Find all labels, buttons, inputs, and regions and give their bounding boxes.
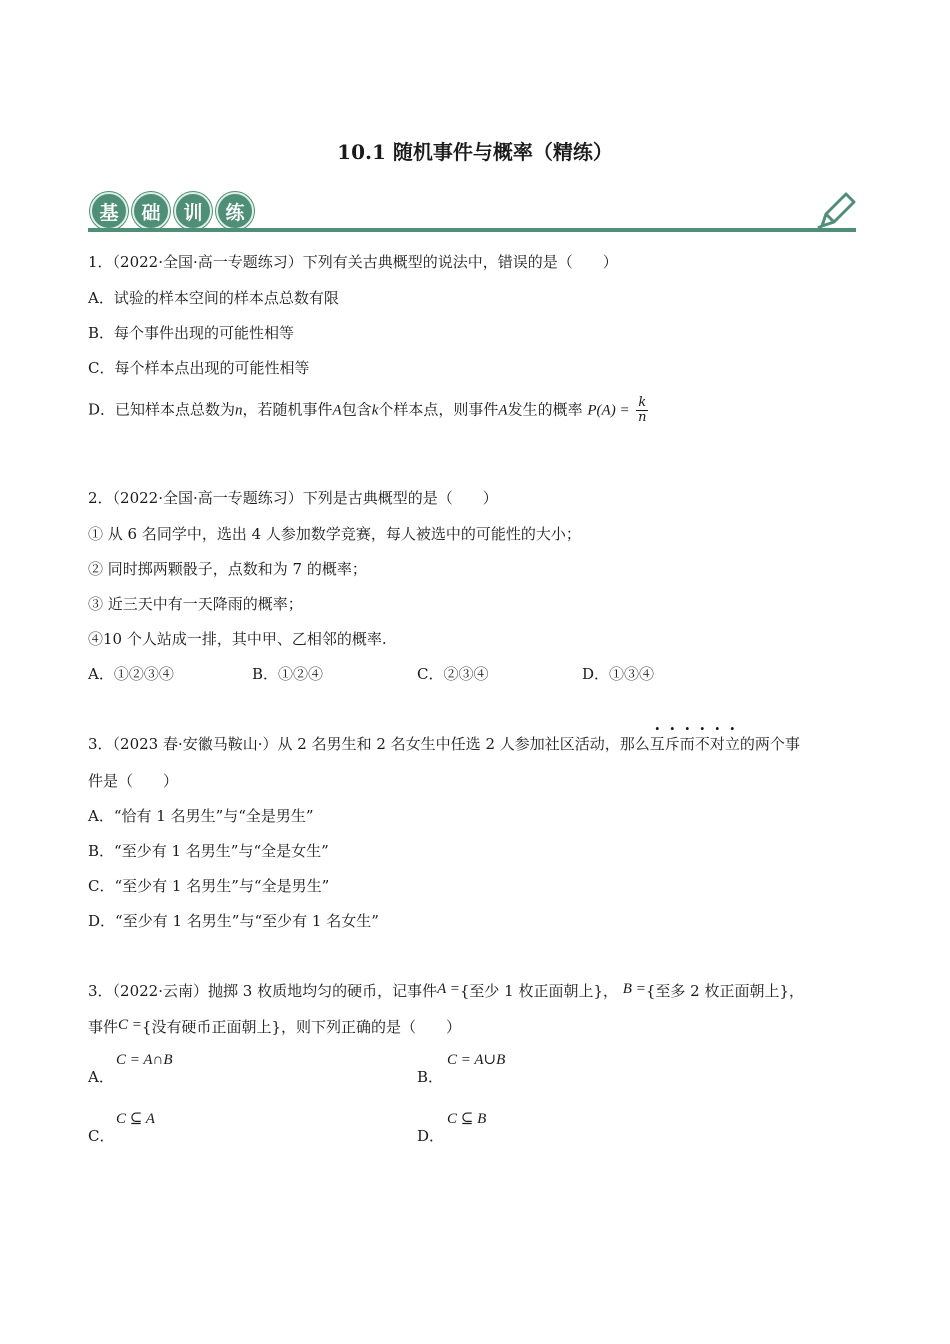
q1-d-mid3: 个样本点，则事件 <box>378 400 499 419</box>
q3-stem-post: 的两个事 <box>739 735 800 753</box>
q1-d-denominator: n <box>638 410 647 425</box>
q4-d-math: C ⊆ B <box>447 1111 487 1127</box>
banner-badge-1: 基 <box>90 192 128 230</box>
q3-emphasis-5: 对 <box>709 735 725 753</box>
q2-statement-3: ③ 近三天中有一天降雨的概率； <box>88 595 303 613</box>
q4-option-a-label: A． <box>88 1068 114 1086</box>
q3-option-a: A．“恰有 1 名男生”与“全是男生” <box>88 807 314 825</box>
q1-d-A: A <box>332 402 342 419</box>
q4-option-c-label: C． <box>88 1127 115 1145</box>
q3-emphasis-6: 立 <box>724 735 740 753</box>
q1-option-b: B．每个事件出现的可能性相等 <box>88 324 295 342</box>
q4-B-eq: B = <box>622 981 646 997</box>
q1-stem: 1．（2022·全国·高一专题练习）下列有关古典概型的说法中，错误的是（ ） <box>88 253 618 271</box>
page-title: 10.1 随机事件与概率（精练） <box>337 140 613 164</box>
q1-d-n: n <box>235 402 243 419</box>
banner-line <box>88 228 856 232</box>
q1-d-pre: D．已知样本点总数为 <box>88 400 236 419</box>
q1-d-A2: A <box>498 402 508 419</box>
banner-badges <box>90 192 254 230</box>
q4-option-d-math <box>447 1109 486 1128</box>
q1-d-formula: P(A) = <box>587 402 630 419</box>
q2-option-b: B．①②④ <box>252 665 324 683</box>
q4-stem-pre: 3．（2022·云南）抛掷 3 枚质地均匀的硬币，记事件 <box>88 982 438 1000</box>
q1-option-a: A．试验的样本空间的样本点总数有限 <box>88 289 339 307</box>
q1-d-k: k <box>371 402 379 419</box>
q4-A-eq: A = <box>437 981 460 997</box>
q1-d-mid1: ，若随机事件 <box>242 400 333 419</box>
q4-option-b-math <box>447 1050 505 1069</box>
q2-statement-1: ① 从 6 名同学中，选出 4 人参加数学竞赛，每人被选中的可能性的大小； <box>88 525 581 543</box>
q1-d-mid4: 发生的概率 <box>507 400 583 419</box>
q4-option-d-label: D． <box>417 1127 445 1145</box>
q1-d-mid2: 包含 <box>341 400 372 419</box>
q2-option-d: D．①③④ <box>582 665 655 683</box>
q2-statement-2: ② 同时掷两颗骰子，点数和为 7 的概率； <box>88 560 367 578</box>
q4-option-c-math <box>116 1109 155 1128</box>
q3-stem-pre: 3．（2023 春·安徽马鞍山·）从 2 名男生和 2 名女生中任选 2 人参加社区活动，那么 <box>88 735 650 753</box>
q4-B-set: {至多 2 枚正面朝上}， <box>645 982 805 1000</box>
q3-option-d: D．“至少有 1 名男生”与“至少有 1 名女生” <box>88 912 379 930</box>
q3-emphasis-1: 互 <box>649 735 665 753</box>
q4-line2-pre: 事件 <box>88 1018 119 1036</box>
q4-line2-post: {没有硬币正面朝上}，则下列正确的是（ ） <box>141 1018 461 1036</box>
banner-badge-2: 础 <box>132 192 170 230</box>
q1-option-d <box>88 396 648 425</box>
q2-statement-4: ④10 个人站成一排，其中甲、乙相邻的概率. <box>88 630 387 648</box>
q3-emphasis-3: 而 <box>679 735 695 753</box>
q1-d-numerator: k <box>638 395 647 410</box>
q4-c-math: C ⊆ A <box>116 1111 155 1127</box>
q3-stem <box>88 733 800 754</box>
q4-stem-line2 <box>88 1016 461 1037</box>
q4-C-eq: C = <box>118 1017 142 1033</box>
q1-d-fraction <box>636 396 648 425</box>
q2-option-a: A．①②③④ <box>88 665 174 683</box>
banner-badge-3: 训 <box>174 192 212 230</box>
banner-badge-4: 练 <box>216 192 254 230</box>
q3-option-b: B．“至少有 1 名男生”与“全是女生” <box>88 842 329 860</box>
q4-option-a-math <box>116 1050 173 1069</box>
q1-option-c: C．每个样本点出现的可能性相等 <box>88 359 310 377</box>
q3-emphasis-2: 斥 <box>664 735 680 753</box>
q3-option-c: C．“至少有 1 名男生”与“全是男生” <box>88 877 330 895</box>
q3-stem-line2: 件是（ ） <box>88 772 179 790</box>
pencil-icon <box>816 188 860 232</box>
q4-option-b-label: B． <box>417 1068 444 1086</box>
q2-option-c: C．②③④ <box>417 665 489 683</box>
q2-stem: 2．（2022·全国·高一专题练习）下列是古典概型的是（ ） <box>88 489 498 507</box>
section-banner <box>88 190 860 236</box>
q4-stem <box>88 980 804 1001</box>
q4-b-math: C = A∪B <box>447 1052 506 1068</box>
q4-a-math: C = A∩B <box>116 1052 173 1068</box>
q3-emphasis-4: 不 <box>694 735 710 753</box>
q4-A-set: {至少 1 枚正面朝上}， <box>459 982 619 1000</box>
